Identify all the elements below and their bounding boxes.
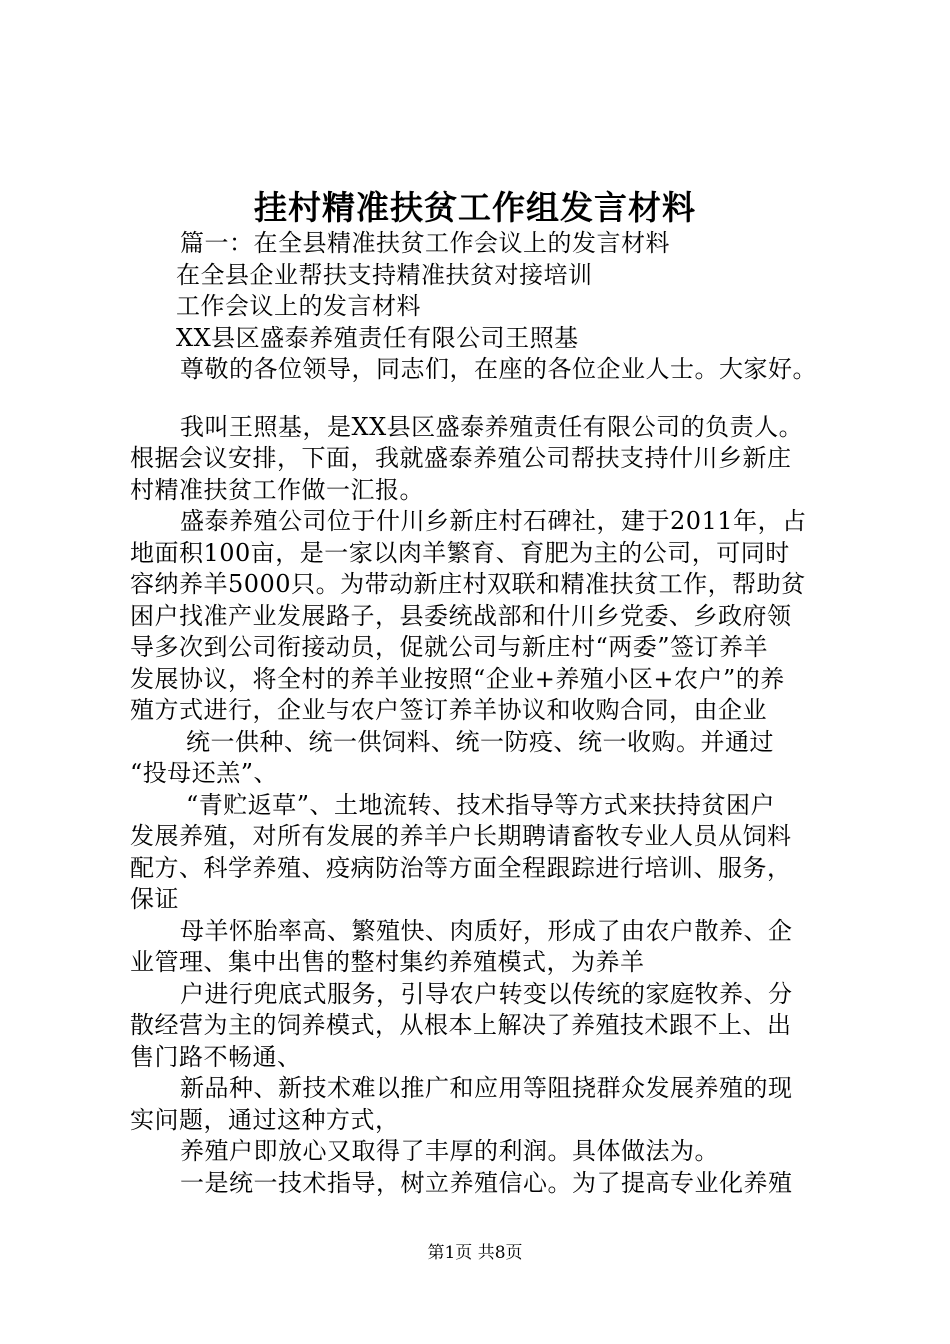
text-line: 根据会议安排，下面，我就盛泰养殖公司帮扶支持什川乡新庄 <box>130 444 792 472</box>
text-line: 发展协议，将全村的养羊业按照“企业+养殖小区+农户”的养 <box>130 664 785 693</box>
text-line: 殖方式进行，企业与农户签订养羊协议和收购合同，由企业 <box>130 696 767 724</box>
text-line: 篇一：在全县精准扶贫工作会议上的发言材料 <box>180 229 670 257</box>
text-line: 困户找准产业发展路子，县委统战部和什川乡党委、乡政府领 <box>130 601 792 630</box>
text-line: 盛泰养殖公司位于什川乡新庄村石碑社，建于2011年，占 <box>180 507 807 535</box>
text-line: 散经营为主的饲养模式，从根本上解决了养殖技术跟不上、出 <box>130 1011 792 1039</box>
text-line: 工作会议上的发言材料 <box>176 292 421 320</box>
page-footer: 第1页 共8页 <box>427 1243 523 1263</box>
text-line: 发展养殖，对所有发展的养羊户长期聘请畜牧专业人员从饲料 <box>130 822 792 850</box>
text-line: 养殖户即放心又取得了丰厚的利润。具体做法为。 <box>180 1137 719 1165</box>
text-line: “青贮返草”、土地流转、技术指导等方式来扶持贫困户 <box>186 790 776 819</box>
text-line: 村精准扶贫工作做一汇报。 <box>130 475 424 504</box>
text-line: XX县区盛泰养殖责任有限公司王照基 <box>176 323 579 352</box>
text-line: 地面积100亩，是一家以肉羊繁育、育肥为主的公司，可同时 <box>130 538 790 567</box>
paragraph-gap <box>130 386 840 412</box>
text-line: 统一供种、统一供饲料、统一防疫、统一收购。并通过 <box>186 727 774 756</box>
text-line: 实问题，通过这种方式， <box>130 1105 400 1134</box>
text-line: 我叫王照基，是XX县区盛泰养殖责任有限公司的负责人。 <box>180 412 804 441</box>
text-line: 尊敬的各位领导，同志们，在座的各位企业人士。大家好。 <box>180 355 817 383</box>
text-line: 保证 <box>130 885 179 913</box>
text-line: 业管理、集中出售的整村集约养殖模式，为养羊 <box>130 948 645 976</box>
text-line: 母羊怀胎率高、繁殖快、肉质好，形成了由农户散养、企 <box>180 916 793 945</box>
document-body <box>130 228 840 1199</box>
text-line: 户进行兜底式服务，引导农户转变以传统的家庭牧养、分 <box>180 979 793 1008</box>
text-line: 一是统一技术指导，树立养殖信心。为了提高专业化养殖 <box>180 1168 793 1197</box>
text-line: 容纳养羊5000只。为带动新庄村双联和精准扶贫工作，帮助贫 <box>130 570 806 598</box>
text-line: “投母还羔”、 <box>130 759 279 787</box>
text-line: 配方、科学养殖、疫病防治等方面全程跟踪进行培训、服务， <box>130 853 792 882</box>
text-line: 新品种、新技术难以推广和应用等阻挠群众发展养殖的现 <box>180 1074 793 1102</box>
text-line: 在全县企业帮扶支持精准扶贫对接培训 <box>176 260 593 289</box>
text-line: 导多次到公司衔接动员，促就公司与新庄村“两委”签订养羊 <box>130 633 769 661</box>
document-title: 挂村精准扶贫工作组发言材料 <box>254 188 696 227</box>
text-line: 售门路不畅通、 <box>130 1042 302 1071</box>
